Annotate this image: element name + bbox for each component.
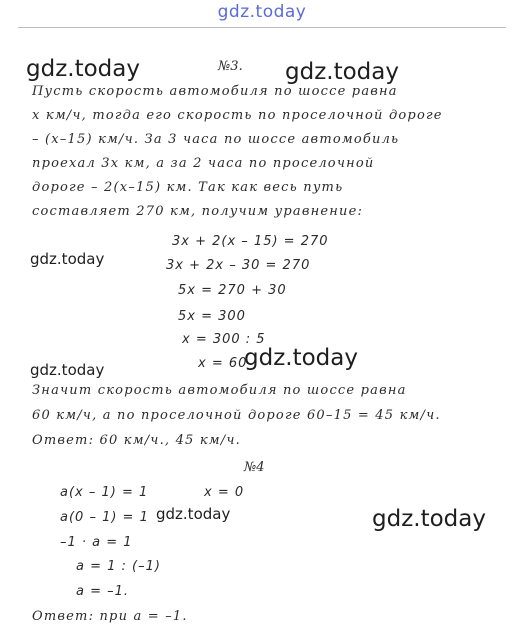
problem-text-line: составляет 270 км, получим уравнение:	[32, 204, 364, 219]
condition-line: x = 0	[204, 485, 245, 500]
equation-line: 3x + 2x – 30 = 270	[166, 258, 311, 273]
watermark: gdz.today	[30, 250, 105, 268]
watermark: gdz.today	[26, 56, 140, 82]
equation-line: x = 60	[198, 356, 248, 371]
problem-text-line: Пусть скорость автомобиля по шоссе равна	[32, 84, 398, 99]
problem-number: №4	[244, 460, 265, 475]
answer-line: Ответ: 60 км/ч., 45 км/ч.	[32, 433, 241, 448]
header-divider	[18, 27, 506, 28]
problem-text-line: x км/ч, тогда его скорость по проселочной дороге	[32, 108, 443, 123]
equation-line: 3x + 2(x – 15) = 270	[172, 234, 329, 249]
problem-number: №3.	[218, 59, 243, 74]
problem-text-line: дороге – 2(x–15) км. Так как весь путь	[32, 180, 344, 195]
equation-line: –1 · a = 1	[60, 535, 133, 550]
equation-line: x = 300 : 5	[182, 332, 266, 347]
watermark: gdz.today	[156, 505, 231, 523]
header-site-title: gdz.today	[217, 2, 307, 22]
watermark: gdz.today	[372, 506, 486, 532]
watermark: gdz.today	[244, 345, 358, 371]
answer-line: Ответ: при a = –1.	[32, 609, 188, 624]
equation-line: a(x – 1) = 1	[60, 485, 149, 500]
problem-text-line: проехал 3x км, а за 2 часа по проселочной	[32, 156, 375, 171]
problem-text-line: – (x–15) км/ч. За 3 часа по шоссе автомобиль	[32, 132, 400, 147]
equation-line: a = 1 : (–1)	[76, 559, 161, 574]
equation-line: 5x = 300	[178, 309, 246, 324]
equation-line: a = –1.	[76, 584, 130, 599]
equation-line: a(0 – 1) = 1	[60, 510, 149, 525]
equation-line: 5x = 270 + 30	[178, 283, 287, 298]
conclusion-line: Значит скорость автомобиля по шоссе равна	[32, 383, 407, 398]
watermark: gdz.today	[285, 59, 399, 85]
conclusion-line: 60 км/ч, а по проселочной дороге 60–15 = 45 км/ч.	[32, 408, 441, 423]
watermark: gdz.today	[30, 361, 105, 379]
